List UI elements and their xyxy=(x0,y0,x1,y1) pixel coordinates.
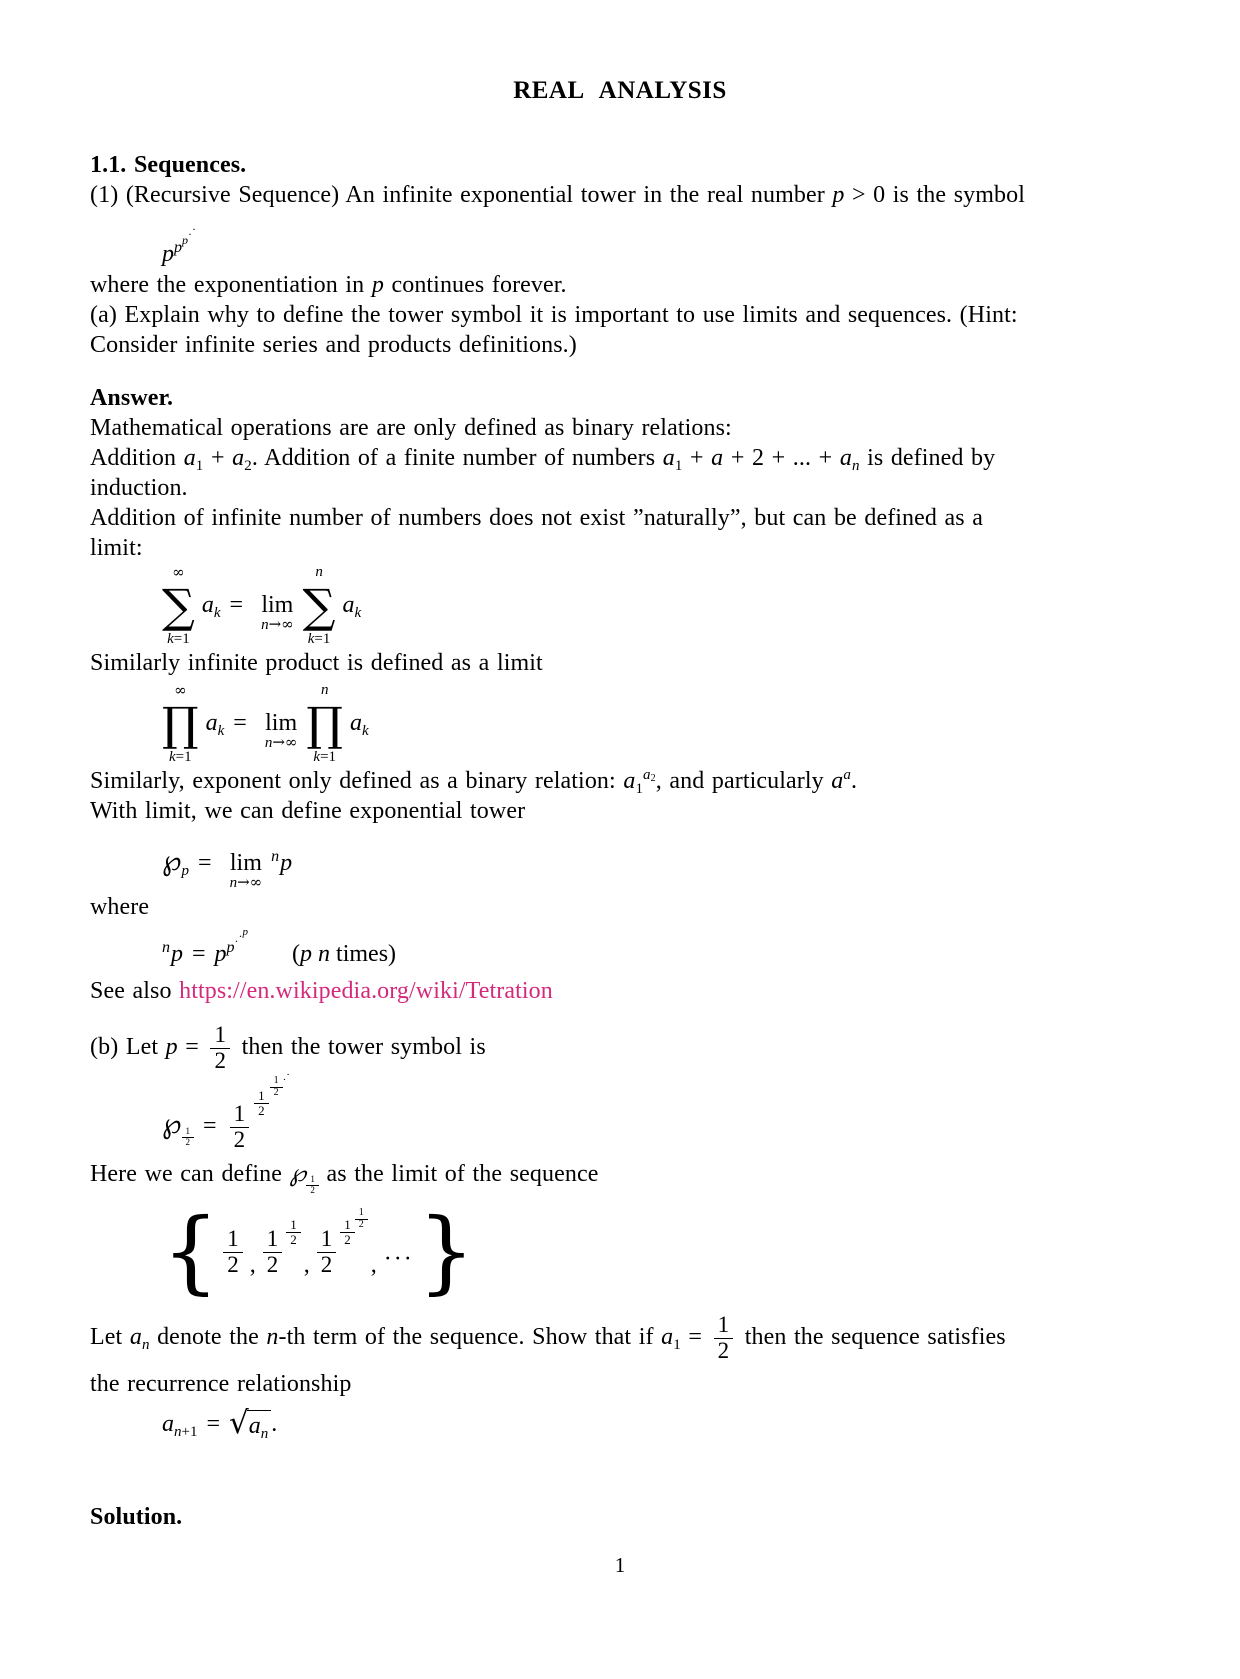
numerator: 1 xyxy=(340,1218,355,1233)
subscript-k: k xyxy=(354,605,362,621)
math-var-n: n xyxy=(318,941,331,967)
numerator: 1 xyxy=(306,1175,319,1186)
text-run: 1.1. Sequences. xyxy=(90,152,247,178)
exponent-half xyxy=(340,1216,355,1247)
text-run: Solution. xyxy=(90,1503,183,1530)
paragraph-line xyxy=(90,413,1150,443)
subscript-n: n xyxy=(260,1425,269,1442)
note-text: times) xyxy=(330,941,397,967)
sequence-term-3 xyxy=(313,1201,368,1301)
equals-sign: = xyxy=(198,850,212,876)
denominator: 2 xyxy=(185,1137,191,1148)
text-run: = xyxy=(680,1323,710,1350)
page-content xyxy=(0,150,1240,1532)
math-var-p: p xyxy=(162,241,174,267)
denominator: 2 xyxy=(320,1251,333,1277)
fraction xyxy=(254,1089,269,1118)
numerator: 1 xyxy=(223,1227,243,1253)
fraktur-P-symbol: ℘ xyxy=(162,1107,182,1140)
text-run: + 2 + ... + xyxy=(723,445,840,471)
text-run: Addition of infinite number of numbers does not exist ”naturally”, but can be defined as a xyxy=(90,505,984,531)
text-run: . Addition of a finite number of numbers xyxy=(251,445,663,471)
fraction xyxy=(270,1076,283,1099)
fraction xyxy=(317,1227,337,1278)
denominator: 2 xyxy=(227,1251,239,1277)
equation-infinite-sum xyxy=(162,563,1150,648)
math-var-p: p xyxy=(214,941,227,967)
math-var-a: a xyxy=(248,1412,261,1439)
text-run: p xyxy=(832,182,845,208)
text-run: a xyxy=(232,445,245,471)
paragraph-line xyxy=(90,1159,1150,1196)
text-run: (b) Let xyxy=(90,1034,166,1060)
tower-dot: · xyxy=(188,227,192,241)
numerator: 1 xyxy=(286,1218,301,1233)
equation-tower-limit xyxy=(162,830,1150,892)
text-run: a xyxy=(623,768,636,794)
paragraph-line xyxy=(90,648,1150,678)
arrow-infinity: →∞ xyxy=(268,615,294,634)
equation-sequence-set xyxy=(162,1199,1150,1305)
solution-heading xyxy=(90,1502,1150,1532)
summation-operator xyxy=(303,564,336,648)
fraction xyxy=(223,1227,243,1278)
infinity-symbol: ∞ xyxy=(172,563,185,582)
plus-one: +1 xyxy=(181,1423,198,1440)
left-brace: { xyxy=(162,1199,220,1305)
text-run: Mathematical operations are are only defined as binary relations: xyxy=(90,415,732,441)
text-run: Similarly, exponent only defined as a binary relation: xyxy=(90,768,624,794)
paragraph-line xyxy=(90,766,1150,796)
radicand xyxy=(247,1410,272,1440)
pre-superscript-n: n xyxy=(162,939,170,956)
right-brace: } xyxy=(417,1199,476,1305)
math-var-a: a xyxy=(350,710,363,736)
numerator: 1 xyxy=(254,1089,269,1104)
paragraph-line xyxy=(90,330,1150,360)
numerator: 1 xyxy=(355,1208,368,1220)
subscript-p: p xyxy=(181,863,190,879)
text-run: With limit, we can define exponential tower xyxy=(90,798,526,824)
exponent-half xyxy=(355,1205,368,1231)
text-run: as the limit of the sequence xyxy=(319,1161,599,1187)
period: . xyxy=(271,1410,278,1437)
text-run: a xyxy=(661,1323,674,1350)
see-also-line xyxy=(90,976,1150,1006)
math-var-k: k xyxy=(168,749,176,766)
product-operator xyxy=(306,682,343,766)
text-run: n xyxy=(851,458,860,474)
denominator: 2 xyxy=(310,1185,315,1196)
numerator: 1 xyxy=(270,1076,283,1088)
fraction xyxy=(263,1227,283,1278)
math-var-p: p xyxy=(171,941,183,967)
equals-sign: = xyxy=(206,1410,221,1437)
equation-infinite-product xyxy=(162,680,1150,766)
sum-symbol: ∑ xyxy=(302,579,336,634)
fraktur-P-symbol: ℘ xyxy=(162,844,182,877)
limit-subscript xyxy=(265,735,298,751)
tower-dot: · xyxy=(238,929,243,943)
upper-limit-n: n xyxy=(320,682,329,699)
subscript-k: k xyxy=(213,605,221,621)
text-run: continues forever. xyxy=(383,272,567,298)
text-run: , and particularly xyxy=(655,768,832,794)
text-run: > 0 is the symbol xyxy=(844,182,1025,208)
text-run: a xyxy=(643,767,651,783)
limit-subscript xyxy=(230,875,263,891)
numerator: 1 xyxy=(714,1313,734,1339)
equation-tower-half xyxy=(162,1069,1150,1159)
square-root xyxy=(229,1404,271,1442)
subscript-k: k xyxy=(362,723,369,739)
math-exponent-p: p xyxy=(174,239,182,256)
denominator: 2 xyxy=(266,1251,279,1277)
math-var-p: p xyxy=(300,941,313,967)
problem-intro-line xyxy=(90,180,1150,210)
text-run: limit: xyxy=(90,535,143,561)
equals-sign: = xyxy=(233,710,247,736)
text-run: a xyxy=(662,445,675,471)
lower-limit xyxy=(169,749,192,766)
math-var-k: k xyxy=(313,749,321,766)
denominator: 2 xyxy=(273,1086,279,1098)
text-run: ℘ xyxy=(289,1161,307,1187)
numerator: 1 xyxy=(210,1023,230,1049)
text-run: induction. xyxy=(90,475,188,501)
fraction xyxy=(306,1175,319,1195)
arrow-infinity: →∞ xyxy=(237,873,263,892)
subscript-half xyxy=(182,1126,195,1148)
limit-block xyxy=(261,593,294,633)
fraction xyxy=(355,1208,368,1231)
text-run: Similarly infinite product is defined as a limit xyxy=(90,650,543,676)
math-var-n: n xyxy=(174,1423,182,1440)
text-run: is defined by xyxy=(859,445,996,471)
equals-one: =1 xyxy=(175,749,192,766)
numerator: 1 xyxy=(263,1227,283,1253)
paragraph-line xyxy=(90,1305,1150,1369)
text-run: + xyxy=(203,445,233,471)
sequence-term-2 xyxy=(259,1201,301,1301)
tower-dot: · xyxy=(192,222,196,236)
text-run: 2 xyxy=(650,773,656,784)
text-run: a xyxy=(129,1323,142,1350)
denominator: 2 xyxy=(290,1231,297,1247)
math-exponent-p: p xyxy=(182,233,188,247)
exponent-half xyxy=(254,1087,269,1118)
text-run: 1 xyxy=(635,781,644,797)
paragraph-line xyxy=(90,443,1150,473)
limit-word: lim xyxy=(261,592,294,619)
tetration-wiki-link[interactable]: https://en.wikipedia.org/wiki/Tetration xyxy=(179,978,553,1004)
text-run: where the exponentiation in xyxy=(90,272,372,298)
math-var-a: a xyxy=(205,710,218,736)
math-var-a: a xyxy=(162,1410,174,1437)
text-run: a xyxy=(839,445,852,471)
paragraph-line xyxy=(90,473,1150,503)
section-heading xyxy=(90,150,1150,180)
equals-sign: = xyxy=(229,592,244,618)
equation-exponential-tower xyxy=(162,220,1150,270)
paren-open: ( xyxy=(292,941,301,967)
text-run: Answer. xyxy=(90,385,174,411)
text-run: -th term of the sequence. Show that if xyxy=(278,1323,662,1350)
text-run: 2 xyxy=(244,458,252,474)
text-run: Consider infinite series and products definitions.) xyxy=(90,332,577,358)
denominator: 2 xyxy=(214,1047,227,1073)
text-run: Here we can define xyxy=(90,1161,290,1187)
equation-n-tower-definition xyxy=(162,922,1150,976)
equals-sign: = xyxy=(203,1113,217,1139)
math-var-n: n xyxy=(229,875,238,892)
limit-word: lim xyxy=(265,710,298,737)
infinity-symbol: ∞ xyxy=(174,681,187,700)
text-run: where xyxy=(90,894,150,920)
fraction xyxy=(230,1102,250,1153)
ellipsis-dots: ··· xyxy=(383,1245,414,1272)
text-run: the recurrence relationship xyxy=(90,1370,352,1397)
comma: , xyxy=(249,1251,256,1278)
text-run: 1 xyxy=(674,458,683,474)
limit-block xyxy=(265,711,298,751)
page-title: REAL ANALYSIS xyxy=(513,77,727,104)
denominator: 2 xyxy=(233,1126,246,1152)
product-operator xyxy=(162,682,199,766)
exponent-half xyxy=(270,1073,283,1099)
page-number: 1 xyxy=(614,1552,626,1577)
lower-limit xyxy=(308,631,331,648)
text-run: p xyxy=(165,1034,178,1060)
text-run: then the tower symbol is xyxy=(234,1034,486,1060)
equals-sign: = xyxy=(192,941,206,967)
part-b-line xyxy=(90,1016,1150,1078)
subscript-k: k xyxy=(217,723,225,739)
denominator: 2 xyxy=(344,1231,351,1247)
text-run: (a) Explain why to define the tower symbol it is important to use limits and sequences. (Hint: xyxy=(90,302,1018,328)
paragraph-line xyxy=(90,533,1150,563)
product-symbol: ∏ xyxy=(306,697,344,752)
equals-one: =1 xyxy=(173,631,190,648)
text-run: a xyxy=(843,767,851,783)
numerator: 1 xyxy=(317,1227,337,1253)
text-run: Let xyxy=(90,1323,130,1350)
paragraph-line xyxy=(90,270,1150,300)
math-var-a: a xyxy=(342,592,355,618)
paragraph-line xyxy=(90,1369,1150,1399)
text-run: a xyxy=(711,445,724,471)
text-run: denote the xyxy=(149,1323,267,1350)
summation-operator xyxy=(162,564,195,648)
pre-superscript-n: n xyxy=(271,848,280,865)
math-var-a: a xyxy=(201,592,214,618)
text-run: n xyxy=(141,1336,150,1353)
limit-block xyxy=(230,851,263,891)
math-var-n: n xyxy=(261,617,269,634)
text-run: (1) (Recursive Sequence) An infinite exponential tower in the real number xyxy=(90,182,833,208)
text-run: 1 xyxy=(195,458,204,474)
lower-limit xyxy=(167,631,190,648)
product-symbol: ∏ xyxy=(162,697,199,752)
comma: , xyxy=(370,1251,377,1278)
text-run: . xyxy=(850,768,858,794)
text-run: n xyxy=(266,1323,279,1350)
fraction xyxy=(714,1313,734,1364)
text-run: then the sequence satisfies xyxy=(737,1323,1006,1350)
text-run: a xyxy=(183,445,196,471)
fraction xyxy=(182,1127,195,1147)
lower-limit xyxy=(313,749,336,766)
numerator: 1 xyxy=(230,1102,250,1128)
upper-limit-n: n xyxy=(315,564,323,581)
fraction xyxy=(286,1218,301,1247)
arrow-infinity: →∞ xyxy=(272,733,298,752)
fraction xyxy=(340,1218,355,1247)
text-run: p xyxy=(371,272,384,298)
equation-note xyxy=(292,941,396,967)
numerator: 1 xyxy=(182,1127,195,1138)
limit-word: lim xyxy=(229,850,262,877)
text-run: 1 xyxy=(673,1336,681,1353)
text-run: = xyxy=(177,1034,207,1060)
text-run: Addition xyxy=(90,445,184,471)
exponent-half xyxy=(286,1216,301,1247)
math-var-p: p xyxy=(280,850,293,876)
equals-one: =1 xyxy=(314,631,331,648)
limit-subscript xyxy=(261,617,294,633)
text-run xyxy=(306,1174,319,1196)
math-var-n: n xyxy=(264,735,273,752)
subscript-n-plus-1 xyxy=(174,1424,197,1440)
see-also-text: See also xyxy=(90,978,180,1004)
equation-recurrence xyxy=(162,1404,1150,1444)
paragraph-line xyxy=(90,892,1150,922)
denominator: 2 xyxy=(258,1102,265,1118)
paragraph-line xyxy=(90,796,1150,826)
radical-sign: √ xyxy=(229,1404,249,1441)
math-var-k: k xyxy=(307,631,315,648)
tower-dot: · xyxy=(286,1069,290,1081)
answer-heading xyxy=(90,383,1150,413)
sum-symbol: ∑ xyxy=(162,579,195,634)
denominator: 2 xyxy=(717,1337,730,1363)
paragraph-line xyxy=(90,300,1150,330)
denominator: 2 xyxy=(358,1218,364,1230)
math-exponent-p: p xyxy=(226,939,235,956)
tower-dot: · xyxy=(234,934,239,948)
sequence-term-1 xyxy=(219,1201,247,1301)
tower-top-p: p xyxy=(242,926,249,938)
math-var-k: k xyxy=(167,631,174,648)
equals-one: =1 xyxy=(320,749,337,766)
tower-dot: · xyxy=(282,1074,287,1086)
paragraph-line xyxy=(90,503,1150,533)
text-run xyxy=(643,767,656,783)
document-page xyxy=(0,78,1240,1578)
fraction xyxy=(210,1023,230,1074)
comma: , xyxy=(303,1251,310,1278)
text-run: a xyxy=(831,768,844,794)
text-run: + xyxy=(682,445,712,471)
